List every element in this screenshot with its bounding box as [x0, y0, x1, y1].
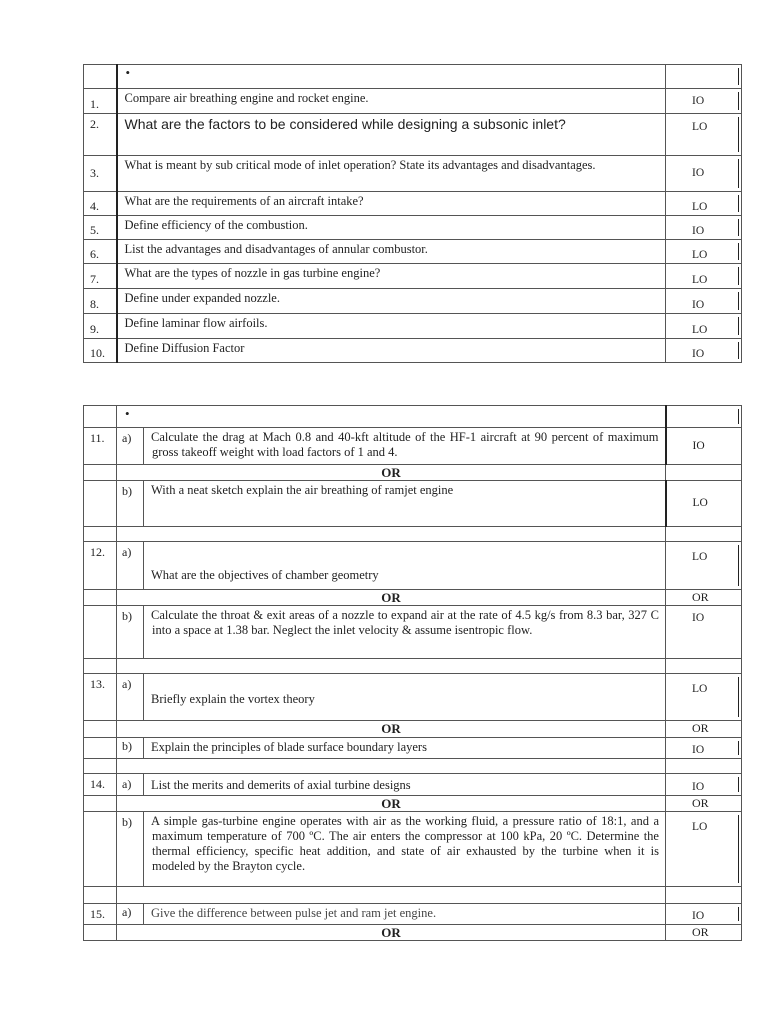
question-number: 10.: [84, 339, 117, 363]
question-text: What are the requirements of an aircraft intake?: [117, 192, 666, 216]
question-number: 11.: [84, 428, 117, 465]
or-separator: OR: [117, 796, 666, 812]
part-a-header-row: [84, 65, 742, 89]
sub-question-label: a): [117, 774, 144, 796]
question-code: IO: [666, 606, 742, 659]
sub-question-label: a): [117, 428, 144, 465]
question-text: Define efficiency of the combustion.: [117, 216, 666, 240]
question-number: 3.: [84, 156, 117, 192]
question-number: 7.: [84, 264, 117, 289]
q13-or-row: [84, 721, 742, 738]
sub-question-label: b): [117, 606, 144, 659]
question-row-8: [84, 289, 742, 314]
part-a-header-bullet: •: [117, 65, 666, 89]
question-code: IO: [666, 904, 742, 925]
question-row-1: [84, 89, 742, 114]
question-number: 13.: [84, 674, 117, 721]
question-code: LO: [666, 192, 742, 216]
question-text: Define laminar flow airfoils.: [117, 314, 666, 339]
question-text: Compare air breathing engine and rocket engine.: [117, 89, 666, 114]
question-row-6: [84, 240, 742, 264]
sub-question-label: a): [117, 904, 144, 925]
q11-b-row: [84, 481, 742, 527]
or-code: OR: [666, 925, 742, 941]
question-row-10: [84, 339, 742, 363]
question-number: 6.: [84, 240, 117, 264]
question-number: 1.: [84, 89, 117, 114]
part-b-header-row: [84, 406, 742, 428]
question-code: IO: [666, 216, 742, 240]
question-row-4: [84, 192, 742, 216]
question-row-5: [84, 216, 742, 240]
question-code: IO: [666, 156, 742, 192]
q13-a-row: [84, 674, 742, 721]
question-code: IO: [666, 738, 742, 759]
question-text: Explain the principles of blade surface boundary layers: [144, 738, 666, 759]
question-code: LO: [666, 314, 742, 339]
question-code: IO: [666, 774, 742, 796]
question-text: With a neat sketch explain the air breathing of ramjet engine: [144, 481, 666, 527]
question-number: 9.: [84, 314, 117, 339]
question-number: 2.: [84, 114, 117, 156]
question-text: Calculate the throat & exit areas of a nozzle to expand air at the rate of 4.5 kg/s from 8.3 bar, 327 C into a space at 1.38 bar. Neglect the inlet velocity & assume isentropic flow.: [144, 606, 666, 659]
spacer-row: [84, 659, 742, 674]
question-number: 4.: [84, 192, 117, 216]
q13-b-row: [84, 738, 742, 759]
or-separator: OR: [117, 925, 666, 941]
question-code: IO: [666, 339, 742, 363]
question-code: LO: [666, 240, 742, 264]
question-number: 15.: [84, 904, 117, 925]
question-code: LO: [666, 674, 742, 721]
question-text: Define under expanded nozzle.: [117, 289, 666, 314]
question-text: Define Diffusion Factor: [117, 339, 666, 363]
question-text: Give the difference between pulse jet and ram jet engine.: [144, 904, 666, 925]
question-text: Calculate the drag at Mach 0.8 and 40-kft altitude of the HF-1 aircraft at 90 percent of maximum gross takeoff weight with load factors of 1 and 4.: [144, 428, 666, 465]
question-row-9: [84, 314, 742, 339]
q12-b-row: [84, 606, 742, 659]
q15-or-row: [84, 925, 742, 941]
question-text: What are the types of nozzle in gas turbine engine?: [117, 264, 666, 289]
or-code: OR: [666, 796, 742, 812]
q15-a-row: [84, 904, 742, 925]
q12-or-row: [84, 590, 742, 606]
sub-question-label: a): [117, 674, 144, 721]
sub-question-label: b): [117, 738, 144, 759]
spacer-row: [84, 887, 742, 904]
question-text: List the merits and demerits of axial turbine designs: [144, 774, 666, 796]
sub-question-label: b): [117, 481, 144, 527]
q11-or-row: [84, 465, 742, 481]
or-separator: OR: [117, 590, 666, 606]
spacer-row: [84, 527, 742, 542]
question-code: IO: [666, 428, 742, 465]
question-number: 12.: [84, 542, 117, 590]
question-code: LO: [666, 114, 742, 156]
q11-a-row: [84, 428, 742, 465]
question-code: IO: [666, 289, 742, 314]
spacer-row: [84, 759, 742, 774]
part-a-question-table: [83, 64, 742, 363]
sub-question-label: b): [117, 812, 144, 887]
question-text: A simple gas-turbine engine operates with air as the working fluid, a pressure ratio of 18:1, and a maximum temperature of 700 ºC. The air enters the compressor at 100 kPa, 20 ºC. Determine the thermal efficiency, specific heat addition, and state of air exhausted by the turbine when it is modeled by the Brayton cycle.: [144, 812, 666, 887]
question-text: List the advantages and disadvantages of annular combustor.: [117, 240, 666, 264]
question-row-2: [84, 114, 742, 156]
question-text: What is meant by sub critical mode of inlet operation? State its advantages and disadvantages.: [117, 156, 666, 192]
question-row-7: [84, 264, 742, 289]
or-separator: OR: [117, 721, 666, 738]
q14-or-row: [84, 796, 742, 812]
or-code: OR: [666, 721, 742, 738]
or-separator: OR: [117, 465, 666, 481]
question-number: 5.: [84, 216, 117, 240]
or-code: OR: [666, 590, 742, 606]
question-text: Briefly explain the vortex theory: [144, 674, 666, 721]
question-number: 8.: [84, 289, 117, 314]
question-code: IO: [666, 89, 742, 114]
question-text: What are the objectives of chamber geometry: [144, 542, 666, 590]
question-code: LO: [666, 264, 742, 289]
question-code: LO: [666, 542, 742, 590]
q14-b-row: [84, 812, 742, 887]
question-number: 14.: [84, 774, 117, 796]
question-text: What are the factors to be considered while designing a subsonic inlet?: [117, 114, 666, 156]
part-b-header-bullet: •: [117, 406, 666, 428]
q14-a-row: [84, 774, 742, 796]
sub-question-label: a): [117, 542, 144, 590]
question-code: LO: [666, 481, 742, 527]
q12-a-row: [84, 542, 742, 590]
question-code: LO: [666, 812, 742, 887]
part-b-question-table: [83, 405, 742, 941]
question-row-3: [84, 156, 742, 192]
